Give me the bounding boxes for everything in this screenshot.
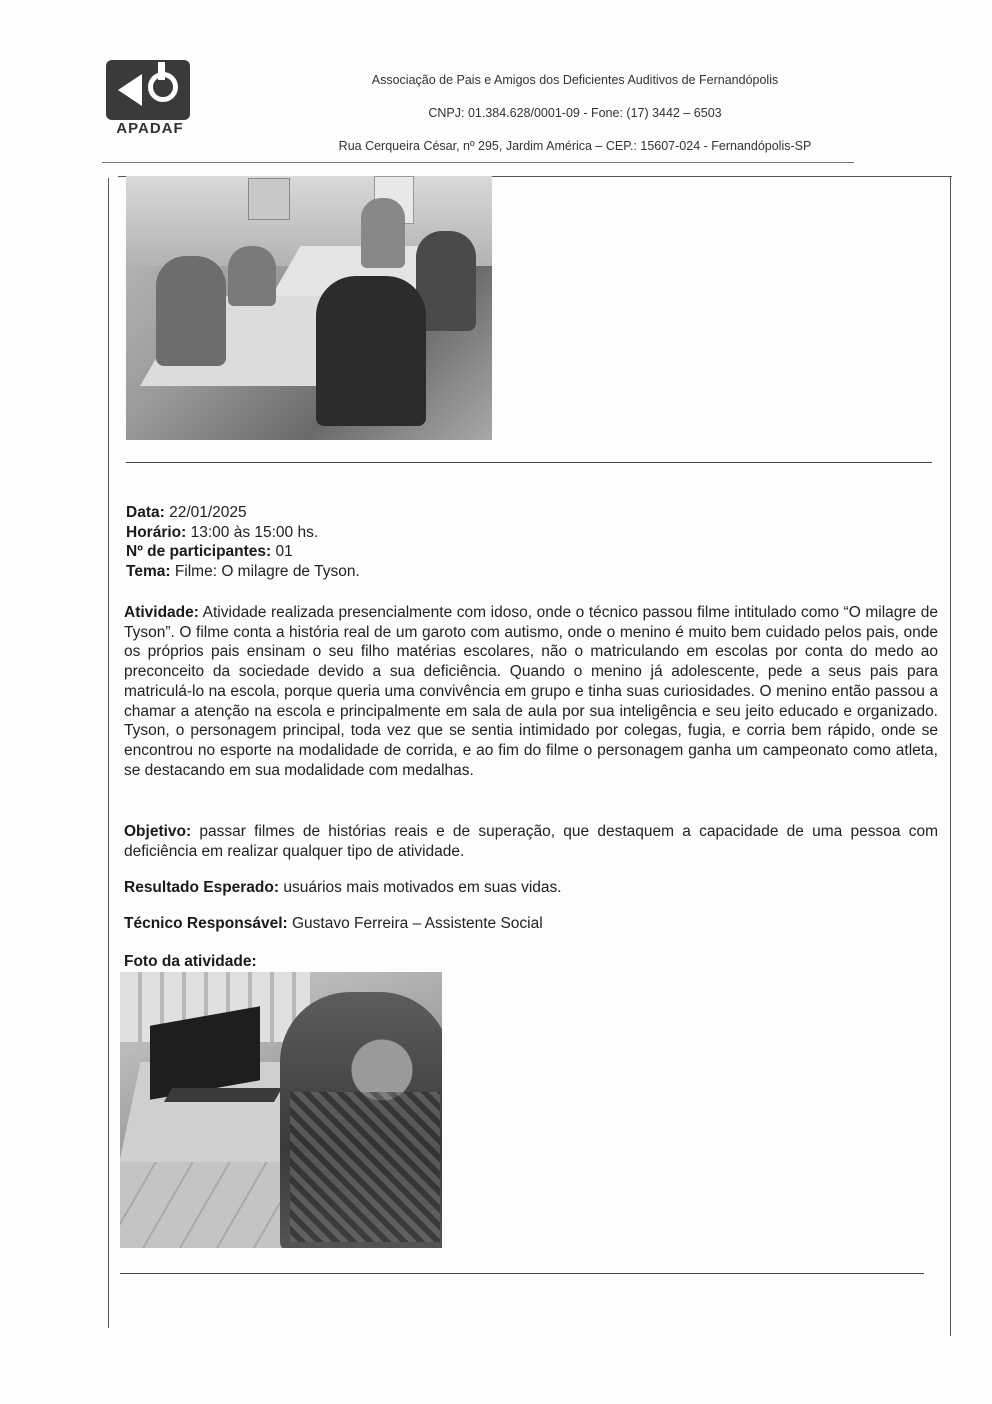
activity-fields (126, 503, 938, 581)
field-label: Nº de participantes: (126, 543, 272, 560)
photo-poster (248, 178, 290, 220)
field-value: Filme: O milagre de Tyson. (170, 562, 360, 580)
footer-divider (120, 1273, 924, 1274)
field-data (126, 503, 938, 523)
field-label: Horário: (126, 523, 187, 541)
logo-stem-icon (158, 62, 165, 80)
organization-name: Associação de Pais e Amigos dos Deficientes Auditivos de Fernandópolis (371, 73, 779, 87)
frame-right-border (950, 176, 951, 1336)
classroom-photo (126, 176, 492, 440)
field-label: Tema: (126, 562, 171, 580)
photo-laptop-base (164, 1088, 282, 1102)
atividade-paragraph (124, 603, 938, 780)
frame-left-border (108, 178, 109, 1328)
foto-label: Foto da atividade: (124, 953, 257, 970)
atividade-text: Atividade realizada presencialmente com idoso, onde o técnico passou filme intitulado como “O milagre de Tyson”. O filme conta a história real de um garoto com autismo, onde o menino é muito bem cuidado pelos pais, onde os próprios pais ensinam o seu filho matérias escolares, não o matriculando em escolas por conta do medo ao preconceito da sociedade devido a sua deficiência. Quando o menino já adolescente, pede a seus pais para matriculá-lo na escola, porque queria uma convivência em grupo e tinha suas curiosidades. O menino então passou a chamar a atenção na escola e principalmente em sala de aula por sua inteligência e seu jeito educado e organizado. Tyson, o personagem principal, toda vez que se sentia intimidado por colegas, fugia, e corria bem rápido, onde se encontrou no esporte na modalidade de corrida, e ao fim do filme o personagem ganha um campeonato como atleta, se destacando em sua modalidade com medalhas. (124, 604, 938, 779)
apadaf-logo (104, 60, 196, 136)
photo-person (361, 198, 405, 268)
objetivo-paragraph (124, 822, 938, 861)
field-participantes (126, 542, 938, 562)
photo-person (316, 276, 426, 426)
photo-shirt-pattern (290, 1092, 440, 1242)
section-divider (126, 462, 932, 463)
tecnico-text: Gustavo Ferreira – Assistente Social (287, 915, 543, 932)
field-value: 22/01/2025 (164, 504, 247, 521)
address-line: Rua Cerqueira César, nº 295, Jardim América – CEP.: 15607-024 - Fernandópolis-SP (338, 139, 812, 153)
cnpj-phone-line: CNPJ: 01.384.628/0001-09 - Fone: (17) 3442 – 6503 (428, 106, 722, 120)
field-value: 01 (271, 543, 293, 560)
objetivo-label: Objetivo: (124, 823, 192, 840)
header-divider (102, 162, 854, 163)
photo-person (156, 256, 226, 366)
tecnico-label: Técnico Responsável: (124, 915, 288, 932)
resultado-text: usuários mais motivados em suas vidas. (279, 879, 562, 896)
activity-photo (120, 972, 442, 1248)
objetivo-text: passar filmes de histórias reais e de superação, que destaquem a capacidade de uma pessoa com deficiência em realizar qualquer tipo de atividade. (124, 823, 938, 860)
field-horario (126, 523, 938, 543)
resultado-paragraph (124, 878, 938, 898)
field-label: Data: (126, 504, 165, 521)
foto-heading (124, 952, 938, 972)
field-value: 13:00 às 15:00 hs. (186, 523, 319, 541)
resultado-label: Resultado Esperado: (124, 879, 280, 896)
logo-text: APADAF (116, 120, 184, 137)
photo-person (228, 246, 276, 306)
atividade-label: Atividade: (124, 604, 199, 621)
tecnico-paragraph (124, 914, 938, 934)
field-tema (126, 562, 938, 582)
logo-triangle-icon (118, 74, 142, 106)
